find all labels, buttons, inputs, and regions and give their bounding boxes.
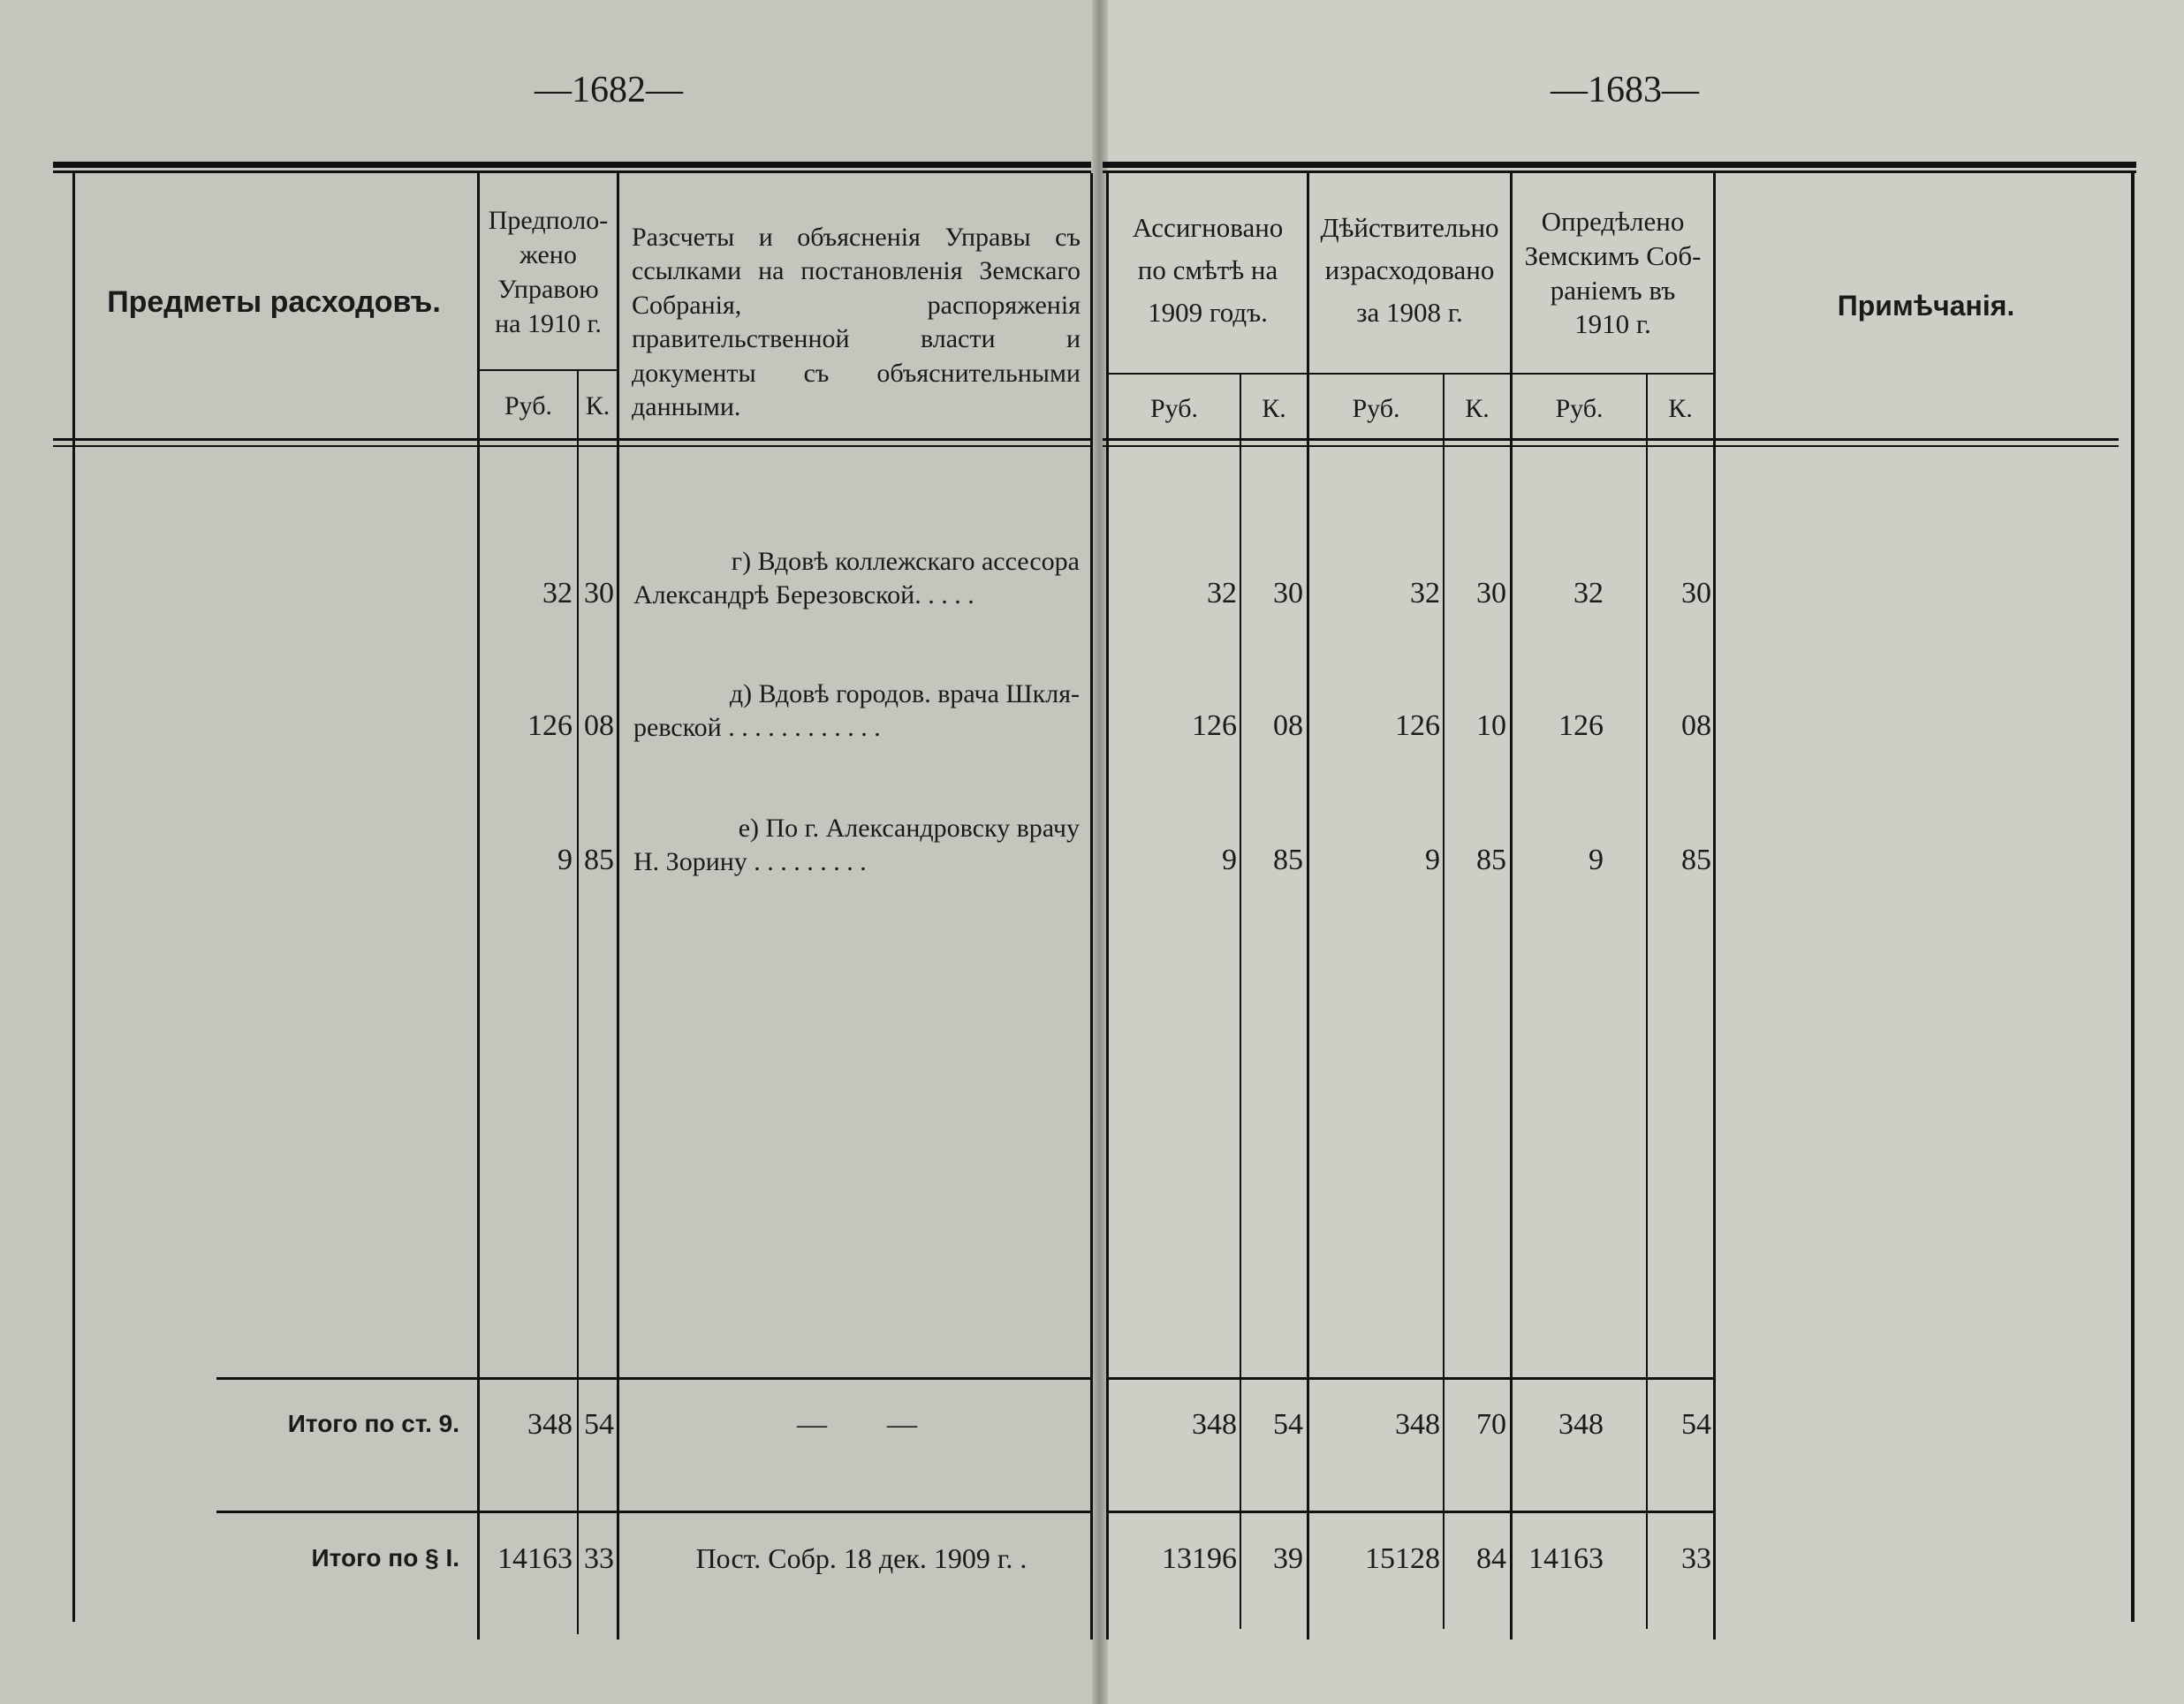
header-proposed: Предполо- жено Управою на 1910 г.: [488, 206, 609, 338]
subhdr-rule-determined: [1510, 373, 1713, 375]
row-d-proposed-rub: 126: [527, 709, 573, 742]
total-s1-assigned-rub: 13196: [1162, 1542, 1237, 1575]
total-st9-proposed-rub: 348: [527, 1408, 573, 1441]
row-g-determined-kop: 30: [1681, 577, 1711, 610]
total-st9-determined-rub: 348: [1558, 1408, 1604, 1441]
vline-spent-rk: [1443, 375, 1445, 1629]
total-st9-spent-kop: 70: [1476, 1408, 1506, 1441]
subhdr-determined-rub: Руб.: [1555, 394, 1604, 423]
row-g-proposed-kop: 30: [584, 577, 614, 610]
total-s1-assigned-kop: 39: [1273, 1542, 1303, 1575]
total-s1-proposed-kop: 33: [584, 1542, 614, 1575]
row-d-label-line1: д) Вдовѣ городов. врача Шкля-: [729, 679, 1080, 708]
header-notes: Примѣчанія.: [1837, 290, 2015, 322]
row-d-label-line2: ревской . . . . . . . . . . . .: [633, 713, 881, 742]
row-d-determined-rub: 126: [1558, 709, 1604, 742]
total-rule-1-right: [1107, 1377, 1716, 1380]
vline-assigned-rk: [1240, 375, 1241, 1629]
row-e-label-line1: е) По г. Александровску врачу: [738, 814, 1080, 843]
row-e-assigned-kop: 85: [1273, 844, 1303, 876]
row-e-spent-rub: 9: [1425, 844, 1440, 876]
total-st9-assigned-kop: 54: [1273, 1408, 1303, 1441]
total-s1-determined-kop: 33: [1681, 1542, 1711, 1575]
vline-left-border: [72, 173, 75, 1622]
row-e-spent-kop: 85: [1476, 844, 1506, 876]
total-st9-label: Итого по ст. 9.: [287, 1410, 459, 1437]
right-page-number: —1683—: [1551, 70, 1699, 110]
total-st9-proposed-kop: 54: [584, 1408, 614, 1441]
vline-right-border: [2131, 173, 2135, 1622]
row-e-determined-kop: 85: [1681, 844, 1711, 876]
row-d-assigned-rub: 126: [1192, 709, 1237, 742]
row-g-label-line2: Александрѣ Березовской. . . . .: [633, 580, 974, 610]
total-s1-spent-rub: 15128: [1365, 1542, 1440, 1575]
vline-determined-rk: [1646, 375, 1648, 1629]
header-determined: Опредѣлено Земскимъ Соб- раніемъ въ 1910 г.: [1524, 206, 1702, 340]
row-e-proposed-kop: 85: [584, 844, 614, 876]
row-e-determined-rub: 9: [1589, 844, 1604, 876]
vline-proposed-rk: [577, 371, 579, 1634]
subhdr-spent-rub: Руб.: [1352, 394, 1400, 423]
vline-explanations: [1090, 173, 1093, 1640]
total-s1-proposed-rub: 14163: [497, 1542, 573, 1575]
subhdr-assigned-rub: Руб.: [1149, 394, 1199, 423]
header-rule-right-2: [1103, 445, 2119, 447]
total-s1-determined-rub: 14163: [1528, 1542, 1604, 1575]
row-e-proposed-rub: 9: [557, 844, 573, 876]
total-rule-2-right: [1107, 1511, 1716, 1513]
row-e-assigned-rub: 9: [1222, 844, 1237, 876]
row-g-assigned-rub: 32: [1207, 577, 1237, 610]
subhdr-rule-proposed: [480, 369, 617, 371]
left-page-number: —1682—: [535, 70, 683, 110]
row-d-spent-rub: 126: [1395, 709, 1440, 742]
total-s1-explanation: Пост. Собр. 18 дек. 1909 г. .: [695, 1542, 1028, 1574]
header-assigned: Ассигновано по смѣтѣ на 1909 годъ.: [1132, 212, 1284, 329]
subhdr-proposed-rub: Руб.: [504, 391, 553, 420]
row-g-label-line1: г) Вдовѣ коллежскаго ассесора: [731, 547, 1080, 576]
subhdr-determined-kop: К.: [1668, 394, 1693, 423]
subhdr-rule-spent: [1308, 373, 1510, 375]
vline-proposed: [617, 173, 619, 1640]
total-s1-spent-kop: 84: [1476, 1542, 1506, 1575]
row-d-assigned-kop: 08: [1273, 709, 1303, 742]
total-s1-label: Итого по § I.: [311, 1544, 459, 1571]
header-items: Предметы расходовъ.: [107, 285, 441, 319]
header-rule-left-2: [53, 445, 1091, 447]
total-st9-determined-kop: 54: [1681, 1408, 1711, 1441]
vline-determined: [1713, 173, 1716, 1640]
header-rule-left: [53, 438, 1091, 441]
row-g-spent-kop: 30: [1476, 577, 1506, 610]
header-explanations: Разсчеты и объясненія Управы съ ссылками на постановленія Земскаго Собранія, распоряженія правительственной власти и документы съ объяснительными данными.: [632, 223, 1081, 421]
top-rule-left-thin: [53, 170, 1091, 173]
row-d-determined-kop: 08: [1681, 709, 1711, 742]
total-st9-explanation: — —: [797, 1408, 917, 1441]
header-spent: Дѣйствительно израсходовано за 1908 г.: [1320, 212, 1499, 329]
top-rule-right-thin: [1103, 170, 2136, 173]
header-rule-right: [1103, 438, 2119, 441]
top-rule-left: [53, 162, 1091, 168]
row-g-determined-rub: 32: [1574, 577, 1604, 610]
subhdr-spent-kop: К.: [1465, 394, 1490, 423]
top-rule-right: [1103, 162, 2136, 168]
row-g-assigned-kop: 30: [1273, 577, 1303, 610]
row-d-proposed-kop: 08: [584, 709, 614, 742]
row-g-proposed-rub: 32: [542, 577, 573, 610]
total-st9-assigned-rub: 348: [1192, 1408, 1237, 1441]
row-e-label-line2: Н. Зорину . . . . . . . . .: [633, 847, 867, 876]
subhdr-proposed-kop: К.: [585, 391, 610, 420]
total-rule-1-left: [216, 1377, 1091, 1380]
total-rule-2-left: [216, 1511, 1091, 1513]
subhdr-assigned-kop: К.: [1262, 394, 1286, 423]
total-st9-spent-rub: 348: [1395, 1408, 1440, 1441]
row-g-spent-rub: 32: [1410, 577, 1440, 610]
row-d-spent-kop: 10: [1476, 709, 1506, 742]
subhdr-rule-assigned: [1107, 373, 1308, 375]
